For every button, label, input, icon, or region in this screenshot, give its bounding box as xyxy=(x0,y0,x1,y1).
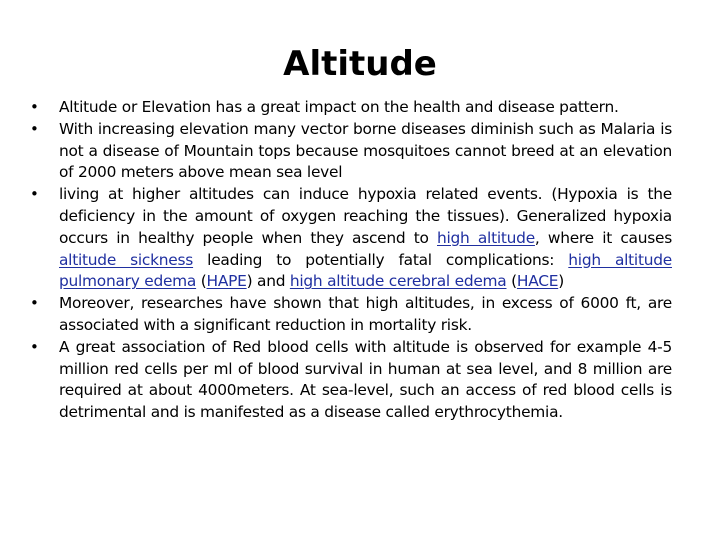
bullet-text: Altitude or Elevation has a great impact on the health and disease pattern. xyxy=(59,98,619,116)
bullet-text: With increasing elevation many vector borne diseases diminish such as Malaria is not a disease of Mountain tops because mosquitoes cannot breed at an elevation of 2000 meters above mean sea level xyxy=(59,119,672,182)
bullet-text: A great association of Red blood cells with altitude is observed for example 4-5 million red cells per ml of blood survival in human at sea level, and 8 million are required at about 4000meters. At sea-level, such an access of red blood cells is detrimental and is manifested as a disease called erythrocythemia. xyxy=(59,337,672,422)
bullet-dot-icon: • xyxy=(30,98,39,116)
bullet-item xyxy=(30,97,672,119)
bullet-item xyxy=(30,293,672,337)
bullet-text-segment: living at higher altitudes can induce hypoxia related events. (Hypoxia is the deficiency in the amount of oxygen reaching the tissues). Generalized hypoxia occurs in healthy people when they ascend to xyxy=(59,185,672,247)
link-high-altitude[interactable]: high altitude xyxy=(437,228,535,247)
link-hape-full[interactable]: high altitude pulmonary edema xyxy=(59,250,672,291)
bullet-text-segment: ) xyxy=(558,272,564,291)
bullet-dot-icon: • xyxy=(30,119,39,138)
bullet-text-segment: ( xyxy=(196,272,207,291)
bullet-dot-icon: • xyxy=(30,337,39,356)
bullet-item xyxy=(30,184,672,293)
bullet-item xyxy=(30,337,672,424)
link-hace-full[interactable]: high altitude cerebral edema xyxy=(289,272,507,291)
bullet-item xyxy=(30,119,672,184)
slide-title: Altitude xyxy=(283,44,437,84)
bullet-dot-icon: • xyxy=(30,294,39,313)
bullet-text: Moreover, researches have shown that high altitudes, in excess of 6000 ft, are associated with a significant reduction in mortality risk. xyxy=(59,294,672,334)
bullet-text xyxy=(59,185,672,290)
bullet-text-segment: ( xyxy=(506,272,517,291)
link-hace[interactable]: HACE xyxy=(516,272,559,291)
link-hape[interactable]: HAPE xyxy=(206,272,247,291)
bullet-text-segment: leading to potentially fatal complications: xyxy=(193,250,569,269)
bullet-list xyxy=(30,97,672,424)
link-altitude-sickness[interactable]: altitude sickness xyxy=(59,250,194,269)
bullet-text-segment: , where it causes xyxy=(534,228,672,247)
bullet-dot-icon: • xyxy=(30,185,39,204)
bullet-text-segment: ) and xyxy=(246,272,290,291)
